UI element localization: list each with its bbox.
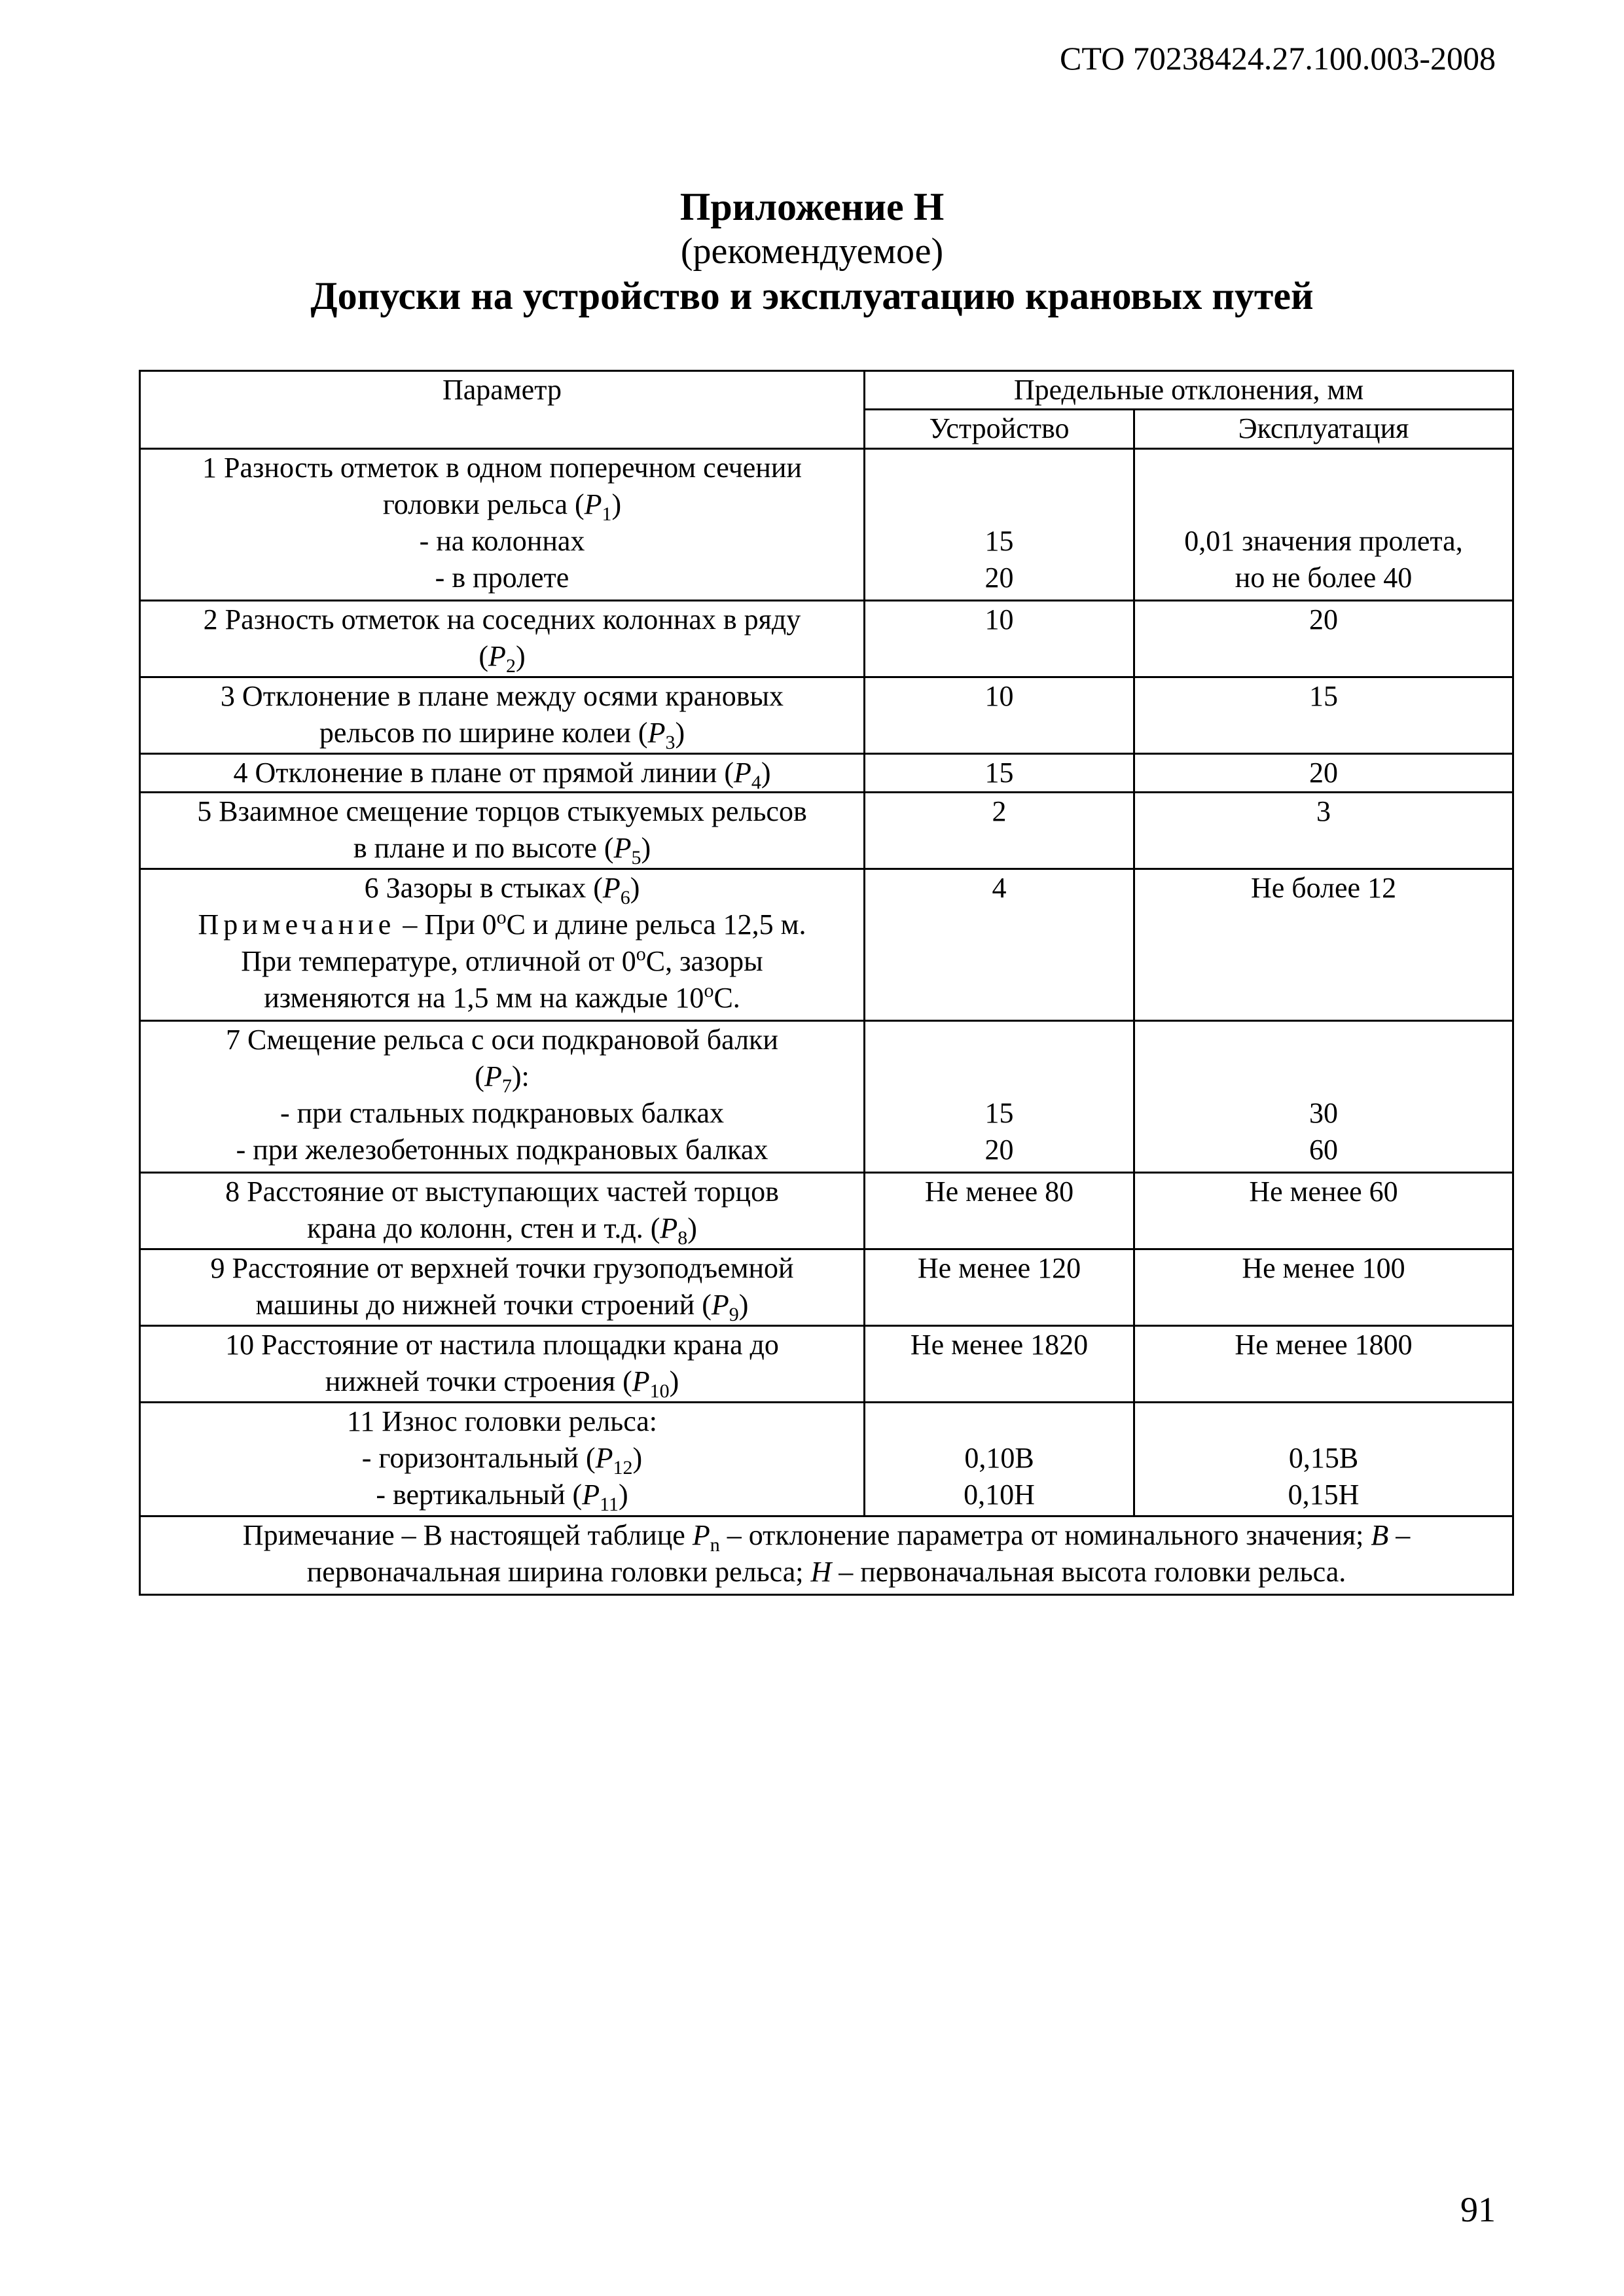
table-row (140, 793, 1513, 869)
table-note: Примечание – В настоящей таблице $P_n$ – отклонение параметра от номинального значения; B – первоначальная ширина головки рельса; H – первоначальная высота головки рельса. (140, 1516, 1513, 1595)
install-cell: 4 (865, 869, 1134, 1021)
param-cell: 6 Зазоры в стыках $(P_6)$ Примечание – При $0^оС$ и длине рельса 12,5 м. При температуре, отличной от $0^оС$, зазоры изменяются на 1,5 мм на каждые $10^оС$. (140, 869, 865, 1021)
table-row (140, 1403, 1513, 1516)
operation-cell: 0,01 значения пролета, но не более 40 (1134, 449, 1513, 601)
table-row (140, 869, 1513, 1021)
operation-cell: Не менее 100 (1134, 1249, 1513, 1326)
appendix-heading: Допуски на устройство и эксплуатацию крановых путей (310, 274, 1314, 317)
table-row (140, 601, 1513, 677)
appendix-status: (рекомендуемое) (680, 231, 944, 272)
header-operation: Эксплуатация (1134, 410, 1513, 449)
operation-cell: 30 60 (1134, 1021, 1513, 1173)
header-install: Устройство (865, 410, 1134, 449)
install-cell: Не менее 120 (865, 1249, 1134, 1326)
title-block (0, 185, 1624, 318)
operation-cell: 20 (1134, 601, 1513, 677)
table-row (140, 1249, 1513, 1326)
header-parameter: Параметр (140, 371, 865, 449)
table-row (140, 1326, 1513, 1403)
note-label: Примечание (198, 908, 396, 941)
appendix-title: Приложение Н (679, 185, 945, 228)
table-row (140, 677, 1513, 754)
table-note-row (140, 1516, 1513, 1595)
operation-cell: Не менее 60 (1134, 1173, 1513, 1249)
operation-cell: 20 (1134, 754, 1513, 793)
param-cell: 2 Разность отметок на соседних колоннах в ряду $(P_2)$ (140, 601, 865, 677)
install-cell: 0,10В 0,10Н (865, 1403, 1134, 1516)
param-cell: 4 Отклонение в плане от прямой линии $(P_4)$ (140, 754, 865, 793)
install-cell: Не менее 1820 (865, 1326, 1134, 1403)
install-cell: 2 (865, 793, 1134, 869)
param-cell: 1 Разность отметок в одном поперечном сечении головки рельса $(P_1)$ - на колоннах - в пролете (140, 449, 865, 601)
install-cell: 15 20 (865, 449, 1134, 601)
table-header-row (140, 371, 1513, 410)
tolerances-table (139, 370, 1514, 1596)
page-number: 91 (1460, 2190, 1496, 2229)
table-row (140, 1021, 1513, 1173)
install-cell: Не менее 80 (865, 1173, 1134, 1249)
param-cell: 9 Расстояние от верхней точки грузоподъемной машины до нижней точки строений $(P_9)$ (140, 1249, 865, 1326)
install-cell: 10 (865, 677, 1134, 754)
install-cell: 15 (865, 754, 1134, 793)
install-cell: 15 20 (865, 1021, 1134, 1173)
table-row (140, 449, 1513, 601)
header-limits: Предельные отклонения, мм (865, 371, 1513, 410)
param-cell: 10 Расстояние от настила площадки крана до нижней точки строения $(P_{10})$ (140, 1326, 865, 1403)
param-cell: 8 Расстояние от выступающих частей торцов крана до колонн, стен и т.д. $(P_8)$ (140, 1173, 865, 1249)
document-code: СТО 70238424.27.100.003-2008 (1060, 40, 1496, 77)
param-cell: 7 Смещение рельса с оси подкрановой балки $(P_7)$: - при стальных подкрановых балках - при железобетонных подкрановых балках (140, 1021, 865, 1173)
operation-cell: 15 (1134, 677, 1513, 754)
param-cell: 5 Взаимное смещение торцов стыкуемых рельсов в плане и по высоте $(P_5)$ (140, 793, 865, 869)
param-cell: 3 Отклонение в плане между осями крановых рельсов по ширине колеи $(P_3)$ (140, 677, 865, 754)
param-cell: 11 Износ головки рельса: - горизонтальный $(P_{12})$ - вертикальный $(P_{11})$ (140, 1403, 865, 1516)
table-row (140, 754, 1513, 793)
operation-cell: Не более 12 (1134, 869, 1513, 1021)
table-row (140, 1173, 1513, 1249)
operation-cell: Не менее 1800 (1134, 1326, 1513, 1403)
operation-cell: 3 (1134, 793, 1513, 869)
operation-cell: 0,15В 0,15Н (1134, 1403, 1513, 1516)
install-cell: 10 (865, 601, 1134, 677)
